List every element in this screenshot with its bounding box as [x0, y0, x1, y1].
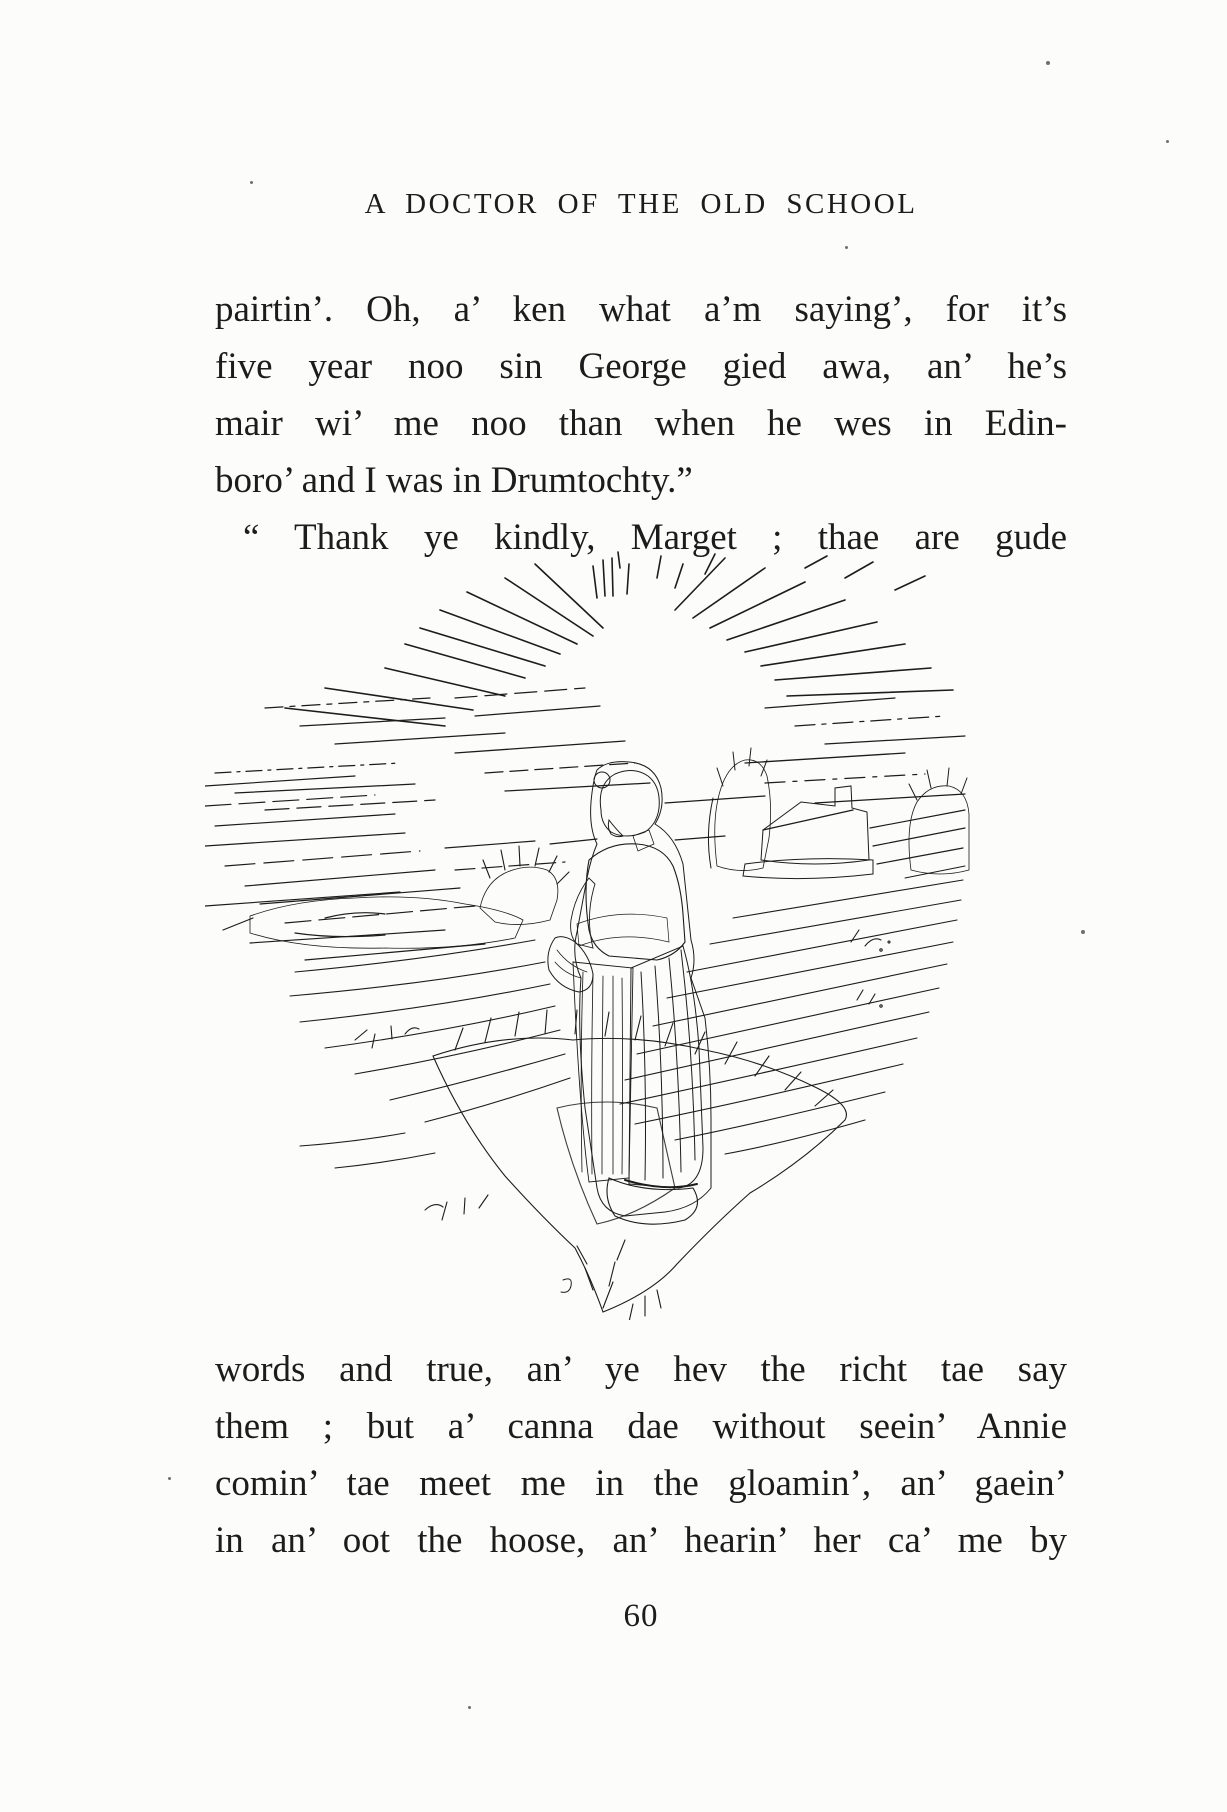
- sun-rays: [285, 552, 953, 726]
- scan-speck: [168, 1477, 171, 1480]
- cottage: [743, 786, 873, 879]
- page-number: 60: [623, 1598, 659, 1634]
- figure-woman: [548, 762, 711, 1216]
- text-line: boro’ and I was in Drumtochty.”: [215, 460, 693, 501]
- left-scrub: [223, 897, 523, 948]
- scan-speck: [468, 1706, 471, 1709]
- text-line: in an’ oot the hoose, an’ hearin’ her ca’ me by: [215, 1520, 1067, 1561]
- running-header: A DOCTOR OF THE OLD SCHOOL: [364, 188, 918, 220]
- text-line: comin’ tae meet me in the gloamin’, an’ gaein’: [215, 1463, 1067, 1504]
- grass-tuft-mid: [480, 846, 569, 925]
- sky-cloud-lines: [215, 688, 965, 810]
- text-line: five year noo sin George gied awa, an’ he’s: [215, 346, 1067, 387]
- text-line: mair wi’ me noo than when he wes in Edin-: [215, 403, 1067, 444]
- text-line: words and true, an’ ye hev the richt tae say: [215, 1349, 1067, 1390]
- field-sweep-lines: [290, 880, 963, 1168]
- scan-speck: [845, 246, 848, 249]
- scan-speck: [250, 181, 253, 184]
- text-line: pairtin’. Oh, a’ ken what a’m saying’, for it’s: [215, 289, 1067, 330]
- scan-speck: [1081, 930, 1085, 934]
- paragraph-block-top: [215, 281, 1067, 566]
- hills-left: [205, 776, 965, 960]
- text-line: “ Thank ye kindly, Marget ; thae are gude: [243, 517, 1067, 558]
- text-line: them ; but a’ canna dae without seein’ Annie: [215, 1406, 1067, 1447]
- scan-speck: [1046, 61, 1050, 65]
- illustration-woman-in-field: [205, 548, 975, 1320]
- paragraph-block-bottom: [215, 1341, 1067, 1569]
- bush-right: [905, 768, 969, 878]
- scan-speck: [1166, 140, 1169, 143]
